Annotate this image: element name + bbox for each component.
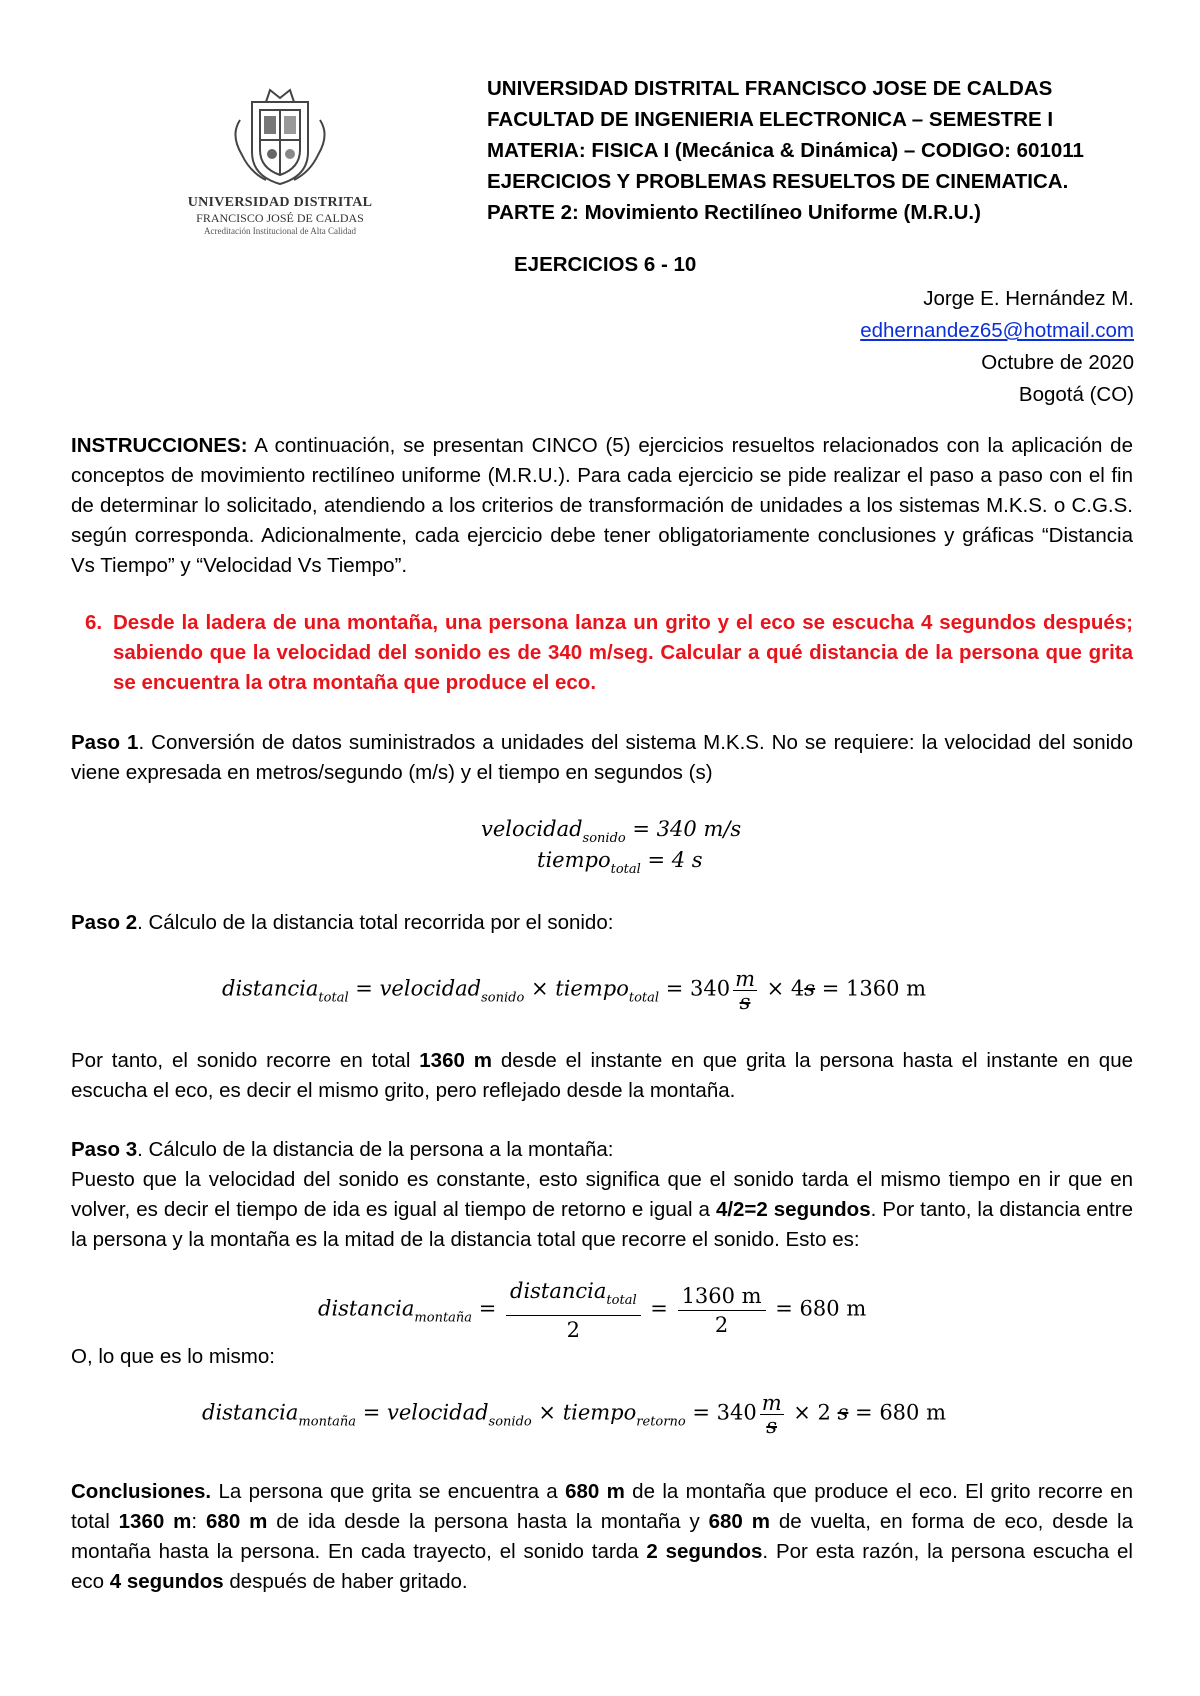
step3-equation-b: distancia$_{montaña}$ = velocidad$_{sonido}$ × tiempo$_{retorno}$ = 340 $\frac{m}{s}$ × 2 s = 680 m [202, 1391, 946, 1438]
header-faculty: FACULTAD DE INGENIERIA ELECTRONICA – SEMESTRE I [487, 108, 1054, 131]
conclusions-paragraph: Conclusiones. La persona que grita se encuentra a 680 m de la montaña que produce el eco. El grito recorre en total 1360 m: 680 m de ida desde la persona hasta la montaña y 680 m de vuelta, en forma de eco, desde la montaña hasta la persona. En cada trayecto, el sonido tarda 2 segundos. Por esta razón, la persona escucha el eco 4 segundos después de haber gritado. [71, 1480, 1133, 1593]
header-subject: MATERIA: FISICA I (Mecánica & Dinámica) – CODIGO: 601011 [487, 139, 1084, 162]
author-email-link[interactable]: edhernandez65@hotmail.com [860, 319, 1134, 342]
step1-equation-time: tiempo$_{total}$ = 4 s [537, 848, 703, 877]
step2-label: Paso 2 [71, 911, 138, 934]
university-logo [180, 80, 380, 240]
coat-of-arms-icon [180, 80, 380, 190]
logo-name-line2: FRANCISCO JOSÉ DE CALDAS [196, 211, 364, 225]
header-topic: EJERCICIOS Y PROBLEMAS RESUELTOS DE CINEMATICA. [487, 170, 1069, 193]
step2-text: . Cálculo de la distancia total recorrida por el sonido: [137, 911, 614, 934]
step1-label: Paso 1 [71, 731, 139, 754]
or-same-text: O, lo que es lo mismo: [71, 1345, 275, 1368]
step2-equation: distancia$_{total}$ = velocidad$_{sonido}$ × tiempo$_{total}$ = 340 $\frac{m}{s}$ × 4s = 1360 m [222, 967, 927, 1014]
author-date: Octubre de 2020 [981, 351, 1134, 374]
problem-number: 6. [85, 611, 103, 634]
step2-explanation: Por tanto, el sonido recorre en total 1360 m desde el instante en que grita la persona hasta el instante en que escucha el eco, es decir el mismo grito, pero reflejado desde la montaña. [71, 1049, 1133, 1102]
step3-label: Paso 3 [71, 1138, 138, 1161]
problem-statement: Desde la ladera de una montaña, una persona lanza un grito y el eco se escucha 4 segundos después; sabiendo que la velocidad del sonido es de 340 m/seg. Calcular a qué distancia de la persona que grita se encuentra la otra montaña que produce el eco. [113, 611, 1133, 694]
header-part: PARTE 2: Movimiento Rectilíneo Uniforme (M.R.U.) [487, 201, 981, 224]
logo-name-line1: UNIVERSIDAD DISTRITAL [187, 195, 373, 210]
step3-text: . Cálculo de la distancia de la persona a la montaña: [137, 1138, 614, 1161]
step1-paragraph [71, 728, 1133, 788]
step1-text: . Conversión de datos suministrados a unidades del sistema M.K.S. No se requiere: la velocidad del sonido viene expresada en metros/segundo (m/s) y el tiempo en segundos (s) [71, 731, 1133, 784]
step3-equation-a: distancia$_{montaña}$ = $\frac{distancia_{total}}{2}$ = $\frac{1360 m}{2}$ = 680 m [318, 1279, 867, 1342]
step3-paragraph: Paso 3. Cálculo de la distancia de la persona a la montaña: Puesto que la velocidad del sonido es constante, esto significa que el sonido tarda el mismo tiempo en ir que en volver, es decir el tiempo de ida es igual al tiempo de retorno e igual a 4/2=2 segundos. Por tanto, la distancia entre la persona y la montaña es la mitad de la distancia total que recorre el sonido. Esto es: [71, 1138, 1133, 1251]
document-header [487, 73, 1127, 228]
instructions-text: A continuación, se presentan CINCO (5) ejercicios resueltos relacionados con la aplicación de conceptos de movimiento rectilíneo uniforme (M.R.U.). Para cada ejercicio se pide realizar el paso a paso con el fin de determinar lo solicitado, atendiendo a los criterios de transformación de unidades a los sistemas M.K.S. o C.G.S. según corresponda. Adicionalmente, cada ejercicio debe tener obligatoriamente conclusiones y gráficas “Distancia Vs Tiempo” y “Velocidad Vs Tiempo”. [71, 434, 1133, 577]
author-city: Bogotá (CO) [1018, 383, 1134, 406]
author-name: Jorge E. Hernández M. [923, 287, 1134, 310]
conclusions-label: Conclusiones. [71, 1480, 212, 1503]
instructions-paragraph [71, 431, 1133, 581]
step2-paragraph [71, 908, 1133, 938]
section-title: EJERCICIOS 6 - 10 [514, 253, 697, 276]
logo-name-line3: Acreditación Institucional de Alta Calidad [204, 226, 356, 236]
author-block [860, 283, 1134, 411]
header-university: UNIVERSIDAD DISTRITAL FRANCISCO JOSE DE CALDAS [487, 77, 1053, 100]
instructions-label: INSTRUCCIONES: [71, 434, 248, 457]
step1-equation-velocity: velocidad$_{sonido}$ = 340 m/s [481, 817, 742, 846]
